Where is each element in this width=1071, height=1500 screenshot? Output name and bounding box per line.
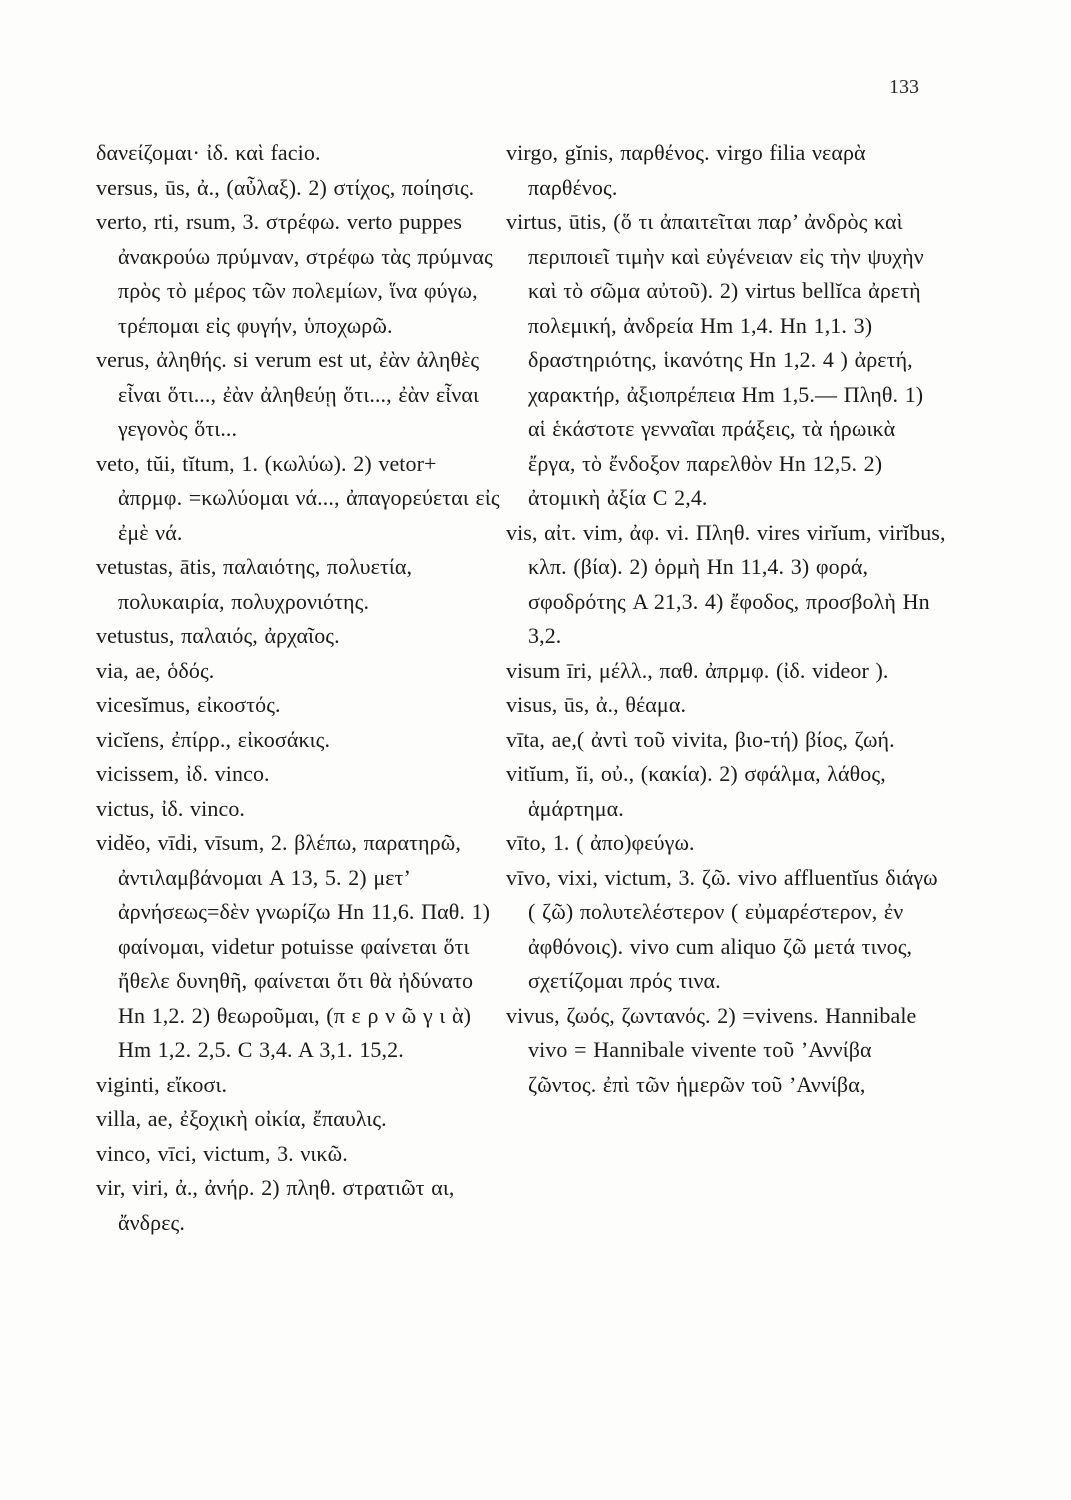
left-column — [96, 136, 506, 1240]
dictionary-entry: vetustas, ātis, παλαιότης, πολυετία, πολυκαιρία, πολυχρονιότης. — [96, 554, 413, 614]
dictionary-entry: visus, ūs, ἀ., θέαμα. — [506, 692, 687, 717]
dictionary-entry: verus, ἀληθής. si verum est ut, ἐὰν ἀληθὲς εἶναι ὅτι..., ἐὰν ἀληθεύῃ ὅτι..., ἐὰν εἶναι γεγονὸς ὅτι... — [96, 347, 480, 441]
dictionary-entry: vir, viri, ἀ., ἀνήρ. 2) πληθ. στρατιῶτ αι, ἄνδρες. — [96, 1175, 455, 1235]
dictionary-entry: vitĭum, ĭi, οὐ., (κακία). 2) σφάλμα, λάθος, ἁμάρτημα. — [506, 761, 886, 821]
dictionary-entry: vicĭens, ἐπίρρ., εἰκοσάκις. — [96, 726, 331, 752]
dictionary-entry: vīta, ae,( ἀντὶ τοῦ vivita, βιο-τή) βίος, ζωή. — [506, 726, 895, 752]
dictionary-entry: vetustus, παλαιός, ἀρχαῖος. — [96, 623, 340, 648]
dictionary-entry: vicesĭmus, εἰκοστός. — [96, 692, 281, 717]
dictionary-entry: viginti, εἴκοσι. — [96, 1071, 228, 1097]
dictionary-entry: victus, ἰδ. vinco. — [96, 795, 246, 821]
page-number: 133 — [889, 76, 919, 98]
dictionary-entry: versus, ūs, ἀ., (αὖλαξ). 2) στίχος, ποίησις. — [96, 174, 475, 200]
dictionary-entry: vīto, 1. ( ἀπο)φεύγω. — [506, 830, 695, 855]
dictionary-entry: verto, rti, rsum, 3. στρέφω. verto puppes ἀνακρούω πρύμναν, στρέφω τὰς πρύμνας πρὸς τὸ μέρος τῶν πολεμίων, ἵνα φύγω, τρέπομαι εἰς φυγήν, ὑποχωρῶ. — [96, 209, 493, 338]
dictionary-entry: vicissem, ἰδ. vinco. — [96, 761, 270, 786]
dictionary-entry: villa, ae, ἐξοχικὴ οἰκία, ἔπαυλις. — [96, 1106, 387, 1131]
dictionary-entry: vīvo, vixi, victum, 3. ζῶ. vivo affluentĭus διάγω ( ζῶ) πολυτελέστερον ( εὐμαρέστερον, ἐν ἀφθόνοις). vivo cum aliquo ζῶ μετά τινος, σχετίζομαι πρός τινα. — [506, 864, 938, 993]
dictionary-entry: virtus, ūtis, (ὅ τι ἀπαιτεῖται παρ’ ἀνδρὸς καὶ περιποιεῖ τιμὴν καὶ εὐγένειαν εἰς τὴν ψυχὴν καὶ τὸ σῶμα αὐτοῦ). 2) virtus bellĭca ἀρετὴ πολεμική, ἀνδρεία Hm 1,4. Hn 1,1. 3) δραστηριότης, ἱκανότης Hn 1,2. 4 ) ἀρετή, χαρακτήρ, ἀξιοπρέπεια Hm 1,5.— Πληθ. 1) αἱ ἑκάστοτε γενναῖαι πράξεις, τὰ ἡρωικὰ ἔργα, τὸ ἔνδοξον παρελθὸν Hn 12,5. 2) ἀτομικὴ ἀξία C 2,4. — [506, 209, 924, 510]
dictionary-entry: veto, tŭi, tĭtum, 1. (κωλύω). 2) vetor+ ἀπρμφ. =κωλύομαι νά..., ἀπαγορεύεται εἰς ἐμὲ νά. — [96, 450, 500, 545]
dictionary-entry: vivus, ζωός, ζωντανός. 2) =vivens. Hannibale vivo = Hannibale vivente τοῦ ’Αννίβα ζῶντος. ἐπὶ τῶν ἡμερῶν τοῦ ’Αννίβα, — [506, 1002, 917, 1097]
dictionary-entry: vidĕo, vīdi, vīsum, 2. βλέπω, παρατηρῶ, ἀντιλαμβάνομαι A 13, 5. 2) μετ’ ἀρνήσεως=δὲν γνωρίζω Hn 11,6. Παθ. 1) φαίνομαι, videtur potuisse φαίνεται ὅτι ἤθελε δυνηθῆ, φαίνεται ὅτι θὰ ἠδύνατο Hn 1,2. 2) θεωροῦμαι, (π ε ρ ν ῶ γ ι ὰ) Hm 1,2. 2,5. C 3,4. A 3,1. 15,2. — [96, 830, 491, 1062]
right-column — [506, 136, 946, 1102]
dictionary-entry: vis, αἰτ. vim, ἀφ. vi. Πληθ. vires virĭum, virĭbus, κλπ. (βία). 2) ὁρμὴ Hn 11,4. 3) φορά, σφοδρότης A 21,3. 4) ἔφοδος, προσβολὴ Hn 3,2. — [506, 519, 946, 648]
dictionary-entry: visum īri, μέλλ., παθ. ἀπρμφ. (ἰδ. videor ). — [506, 657, 889, 683]
dictionary-entry: δανείζομαι· ἰδ. καὶ facio. — [96, 140, 321, 165]
dictionary-entry: vinco, vīci, victum, 3. νικῶ. — [96, 1140, 348, 1166]
dictionary-entry: via, ae, ὁδός. — [96, 657, 215, 683]
dictionary-entry: virgo, gĭnis, παρθένος. virgo filia νεαρὰ παρθένος. — [506, 140, 866, 200]
